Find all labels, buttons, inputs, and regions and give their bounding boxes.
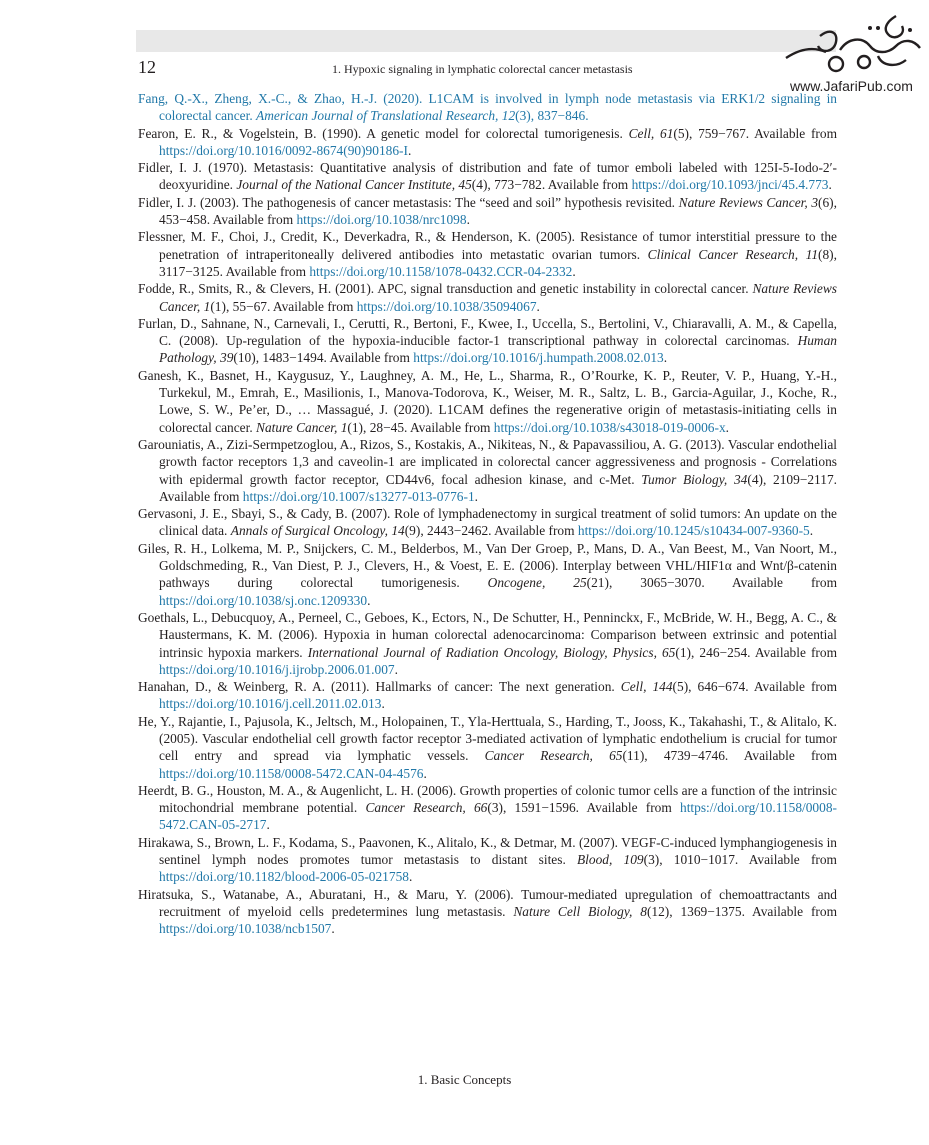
reference-entry-giles [138,540,837,609]
reference-end-period: . [407,142,412,158]
reference-details: (5), 646−674. Available from [672,679,837,695]
reference-details: (3), 837−846. [515,108,589,124]
reference-details: (6), 453−458. Available from [159,194,837,228]
doi-link[interactable]: https://doi.org/10.1182/blood-2006-05-021758 [159,869,409,885]
reference-details: (11), 4739−4746. Available from [622,748,837,764]
reference-journal: International Journal of Radiation Oncology, Biology, Physics, 65 [307,644,676,660]
doi-link[interactable]: https://doi.org/10.1016/j.cell.2011.02.013 [159,696,382,712]
reference-details: (9), 2443−2462. Available from [404,523,578,539]
reference-entry-heerdt [138,782,837,834]
reference-end-period: . [331,921,335,937]
reference-entry-fodde [138,280,837,315]
doi-link[interactable]: https://doi.org/10.1158/1078-0432.CCR-04-2332 [309,263,573,279]
reference-end-period: . [474,488,479,504]
doi-link[interactable]: https://doi.org/10.1038/35094067 [356,298,537,314]
reference-journal: Annals of Surgical Oncology, 14 [230,523,405,539]
reference-text: Garouniatis, A., Zizi-Sermpetzoglou, A., Rizos, S., Kostakis, A., Nikiteas, N., & Papavassiliou, A. G. (2013). Vascular endothelial growth factor receptors 1,3 and caveolin-1 are implicated in colorectal cancer aggressiveness and prognosis - Correlations with epidermal growth factor receptor, CD44v6, focal adhesion kinase, and c-Met. [138,436,837,487]
reference-journal: Nature Reviews Cancer, 1 [159,281,837,314]
reference-entry-fearon [138,125,837,160]
reference-journal: Nature Cell Biology, 8 [513,903,647,919]
watermark-url: www.JafariPub.com [790,78,913,94]
reference-details: (1), 28−45. Available from [347,419,494,435]
reference-text: Hirakawa, S., Brown, L. F., Kodama, S., Paavonen, K., Alitalo, K., & Detmar, M. (2007). VEGF-C-induced lymphangiogenesis in sentinel lymph nodes promotes tumor metastasis to distant sites. [138,834,837,868]
doi-link[interactable]: https://doi.org/10.1038/sj.onc.1209330 [159,592,368,608]
doi-link[interactable]: https://doi.org/10.1016/j.ijrobp.2006.01.007 [159,661,395,677]
reference-details: (4), 773−782. Available from [471,177,632,193]
reference-entry-goethals [138,609,837,678]
reference-details: (5), 759−767. Available from [673,125,837,141]
reference-details: (21), 3065−3070. Available from [586,575,837,591]
reference-end-period: . [408,869,413,885]
reference-end-period: . [266,817,270,833]
reference-text: Heerdt, B. G., Houston, M. A., & Augenlicht, L. H. (2006). Growth properties of colonic tumor cells are a function of the intrinsic mitochondrial membrane potential. [138,782,837,816]
reference-details: (10), 1483−1494. Available from [233,350,414,366]
reference-list [138,90,837,938]
reference-journal: Cancer Research, 65 [484,748,623,764]
reference-entry-furlan [138,315,837,367]
reference-details: (4), 2109−2117. Available from [159,471,837,504]
reference-journal: Blood, 109 [577,852,644,868]
reference-entry-hiratsuka [138,886,837,938]
reference-details: (8), 3117−3125. Available from [159,246,837,279]
reference-journal: Clinical Cancer Research, 11 [647,246,819,262]
reference-journal: Tumor Biology, 34 [641,471,748,487]
reference-end-period: . [572,263,576,279]
reference-entry-garouniatis [138,436,837,505]
reference-entry-flessner [138,228,837,280]
reference-text: Fang, Q.-X., Zheng, X.-C., & Zhao, H.-J. (2020). L1CAM is involved in lymph node metastasis via ERK1/2 signaling in colorectal cancer. [138,91,837,124]
reference-end-period: . [367,592,371,608]
doi-link[interactable]: https://doi.org/10.1016/j.humpath.2008.02.013 [413,350,664,366]
reference-journal: Cell, 144 [620,679,673,695]
reference-entry-ganesh [138,367,837,436]
reference-journal: Nature Reviews Cancer, 3 [678,194,819,210]
reference-journal: Cell, 61 [628,125,674,141]
reference-text: Ganesh, K., Basnet, H., Kaygusuz, Y., Laughney, A. M., He, L., Sharma, R., O’Rourke, K. P., Reuter, V. P., Huang, Y.-H., Turkekul, M., Emrah, E., Masilionis, I., Manova-Todorova, K., Weiser, M. R., Saltz, L. B., Garcia-Aguilar, J., Koche, R., Lowe, S. W., Pe’er, D., … Massagué, J. (2020). L1CAM defines the regenerative origin of metastasis-initiating cells in colorectal cancer. [138,367,837,435]
reference-text: Hanahan, D., & Weinberg, R. A. (2011). Hallmarks of cancer: The next generation. [138,679,621,695]
reference-text: Fearon, E. R., & Vogelstein, B. (1990). A genetic model for colorectal tumorigenesis. [138,125,629,141]
reference-journal: Cancer Research, 66 [365,800,488,816]
doi-link[interactable]: https://doi.org/10.1245/s10434-007-9360-5 [577,523,810,539]
doi-link[interactable]: https://doi.org/10.1038/ncb1507 [159,921,332,937]
reference-entry-gervasoni [138,505,837,540]
doi-link[interactable]: https://doi.org/10.1158/0008-5472.CAN-05-2717 [159,800,837,833]
reference-entry-fidler2003 [138,194,837,229]
reference-journal: Human Pathology, 39 [159,333,837,366]
page-number: 12 [138,57,156,77]
reference-journal: Nature Cancer, 1 [256,419,348,435]
reference-text: Goethals, L., Debucquoy, A., Perneel, C., Geboes, K., Ectors, N., De Schutter, H., Penninckx, F., McBride, W. H., Begg, A. C., & Haustermans, K. M. (2006). Hypoxia in human colorectal adenocarcinoma: Comparison between extrinsic and potential intrinsic hypoxia markers. [138,609,837,660]
doi-link[interactable]: https://doi.org/10.1093/jnci/45.4.773 [631,177,829,193]
reference-end-period: . [381,696,385,712]
reference-journal: Oncogene, 25 [487,575,587,591]
reference-end-period: . [423,765,427,781]
footer-section-title: 1. Basic Concepts [417,1072,512,1087]
reference-text: Giles, R. H., Lolkema, M. P., Snijckers, C. M., Belderbos, M., Van Der Groep, P., Mans, D. A., Van Beest, M., Van Noort, M., Goldschmeding, R., Van Diest, P. J., Clevers, H., & Voest, E. E. (2006). Interplay between VHL/HIF1α and Wnt/β-catenin pathways during colorectal tumorigenesis. [138,540,837,591]
reference-end-period: . [828,177,832,193]
reference-end-period: . [394,661,398,677]
reference-text: Gervasoni, J. E., Sbayi, S., & Cady, B. (2007). Role of lymphadenectomy in surgical treatment of solid tumors: An update on the clinical data. [138,506,837,539]
reference-end-period: . [663,350,668,366]
reference-text: Fidler, I. J. (1970). Metastasis: Quantitative analysis of distribution and fate of tumor emboli labeled with 125I-5-Iodo-2′-deoxyuridine. [138,160,837,193]
reference-journal: American Journal of Translational Research, 12 [256,108,516,124]
reference-end-period: . [536,298,540,314]
reference-details: (1), 246−254. Available from [675,644,837,660]
reference-journal: Journal of the National Cancer Institute, 45 [236,177,472,193]
doi-link[interactable]: https://doi.org/10.1016/0092-8674(90)90186-I [159,142,408,158]
reference-end-period: . [725,419,730,435]
reference-entry-hirakawa [138,834,837,886]
doi-link[interactable]: https://doi.org/10.1038/s43018-019-0006-x [493,419,726,435]
reference-end-period: . [466,212,470,228]
doi-link[interactable]: https://doi.org/10.1007/s13277-013-0776-1 [242,488,475,504]
doi-link[interactable]: https://doi.org/10.1038/nrc1098 [296,212,467,228]
header-bar [136,30,836,52]
reference-details: (12), 1369−1375. Available from [646,903,837,919]
reference-details: (1), 55−67. Available from [210,298,357,314]
doi-link[interactable]: https://doi.org/10.1158/0008-5472.CAN-04-4576 [159,765,424,781]
reference-details: (3), 1010−1017. Available from [643,852,837,868]
reference-text: Flessner, M. F., Choi, J., Credit, K., Deverkadra, R., & Henderson, K. (2005). Resistance of tumor interstitial pressure to the penetration of intraperitoneally delivered antibodies into metastatic ovarian tumors. [138,229,837,262]
reference-text: Furlan, D., Sahnane, N., Carnevali, I., Cerutti, R., Bertoni, F., Kwee, I., Uccella, S., Bertolini, V., Chiaravalli, A. M., & Capella, C. (2008). Up-regulation of the hypoxia-inducible factor-1 transcriptional pathway in colorectal carcinomas. [138,315,837,349]
reference-text: Fodde, R., Smits, R., & Clevers, H. (2001). APC, signal transduction and genetic instability in colorectal cancer. [138,281,753,297]
reference-entry-hanahan [138,678,837,713]
reference-details: (3), 1591−1596. Available from [487,800,680,816]
reference-end-period: . [809,523,814,539]
running-head: 1. Hypoxic signaling in lymphatic colorectal cancer metastasis [332,62,633,76]
reference-entry-he [138,713,837,782]
reference-entry-fang [138,90,837,125]
reference-text: He, Y., Rajantie, I., Pajusola, K., Jeltsch, M., Holopainen, T., Yla-Herttuala, S., Harding, T., Jooss, K., Takahashi, T., & Alitalo, K. (2005). Vascular endothelial cell growth factor receptor 3-mediated activation of lymphatic endothelium is crucial for tumor cell entry and spread via lymphatic vessels. [138,713,837,764]
reference-text: Fidler, I. J. (2003). The pathogenesis of cancer metastasis: The “seed and soil” hypothesis revisited. [138,194,679,210]
reference-entry-fidler1970 [138,159,837,194]
reference-text: Hiratsuka, S., Watanabe, A., Aburatani, H., & Maru, Y. (2006). Tumour-mediated upregulation of chemoattractants and recruitment of myeloid cells predetermines lung metastasis. [138,886,837,919]
